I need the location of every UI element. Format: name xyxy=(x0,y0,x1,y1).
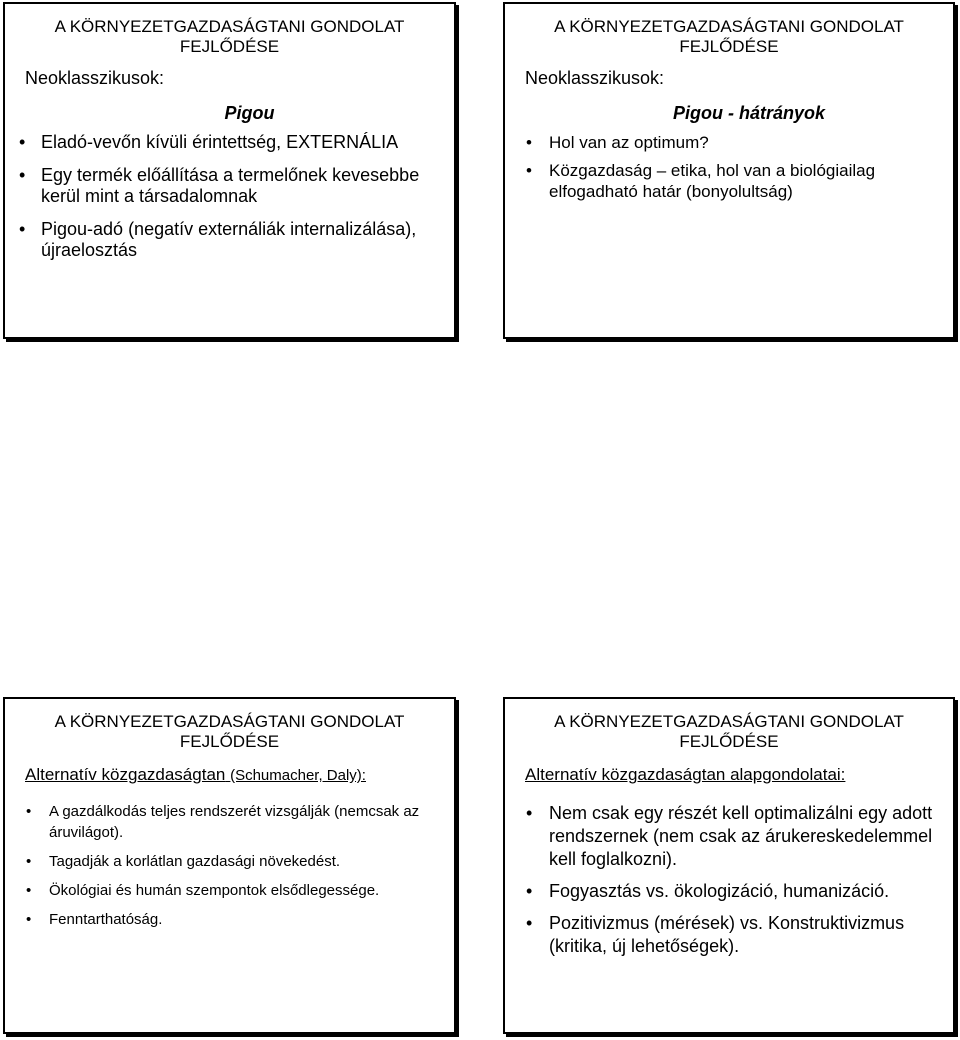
bullet-icon: • xyxy=(26,853,32,870)
bullet-icon: • xyxy=(19,165,26,185)
bullet-item: • Pozitivizmus (mérések) vs. Konstruktivizmus (kritika, új lehetőségek). xyxy=(526,913,905,956)
bullet-item: • Fogyasztás vs. ökologizáció, humanizáció. xyxy=(526,881,890,901)
bullet-item: • Eladó-vevőn kívüli érintettség, EXTERNÁLIA xyxy=(19,132,399,152)
bullet-item: • Tagadják a korlátlan gazdasági növekedést. xyxy=(26,853,341,870)
bullet-list xyxy=(505,132,953,202)
slide-subtitle: Alternatív közgazdaságtan alapgondolatai: xyxy=(525,765,846,784)
slide-title: A KÖRNYEZETGAZDASÁGTANI GONDOLAT FEJLŐDÉSE xyxy=(54,712,405,751)
bullet-icon: • xyxy=(26,803,32,820)
slide-title: A KÖRNYEZETGAZDASÁGTANI GONDOLAT FEJLŐDÉSE xyxy=(554,17,904,56)
bullet-icon: • xyxy=(26,911,32,928)
bullet-item: • Fenntarthatóság. xyxy=(26,911,163,928)
bullet-icon: • xyxy=(526,881,533,901)
bullet-item: • Pigou-adó (negatív externáliák internalizálása), újraelosztás xyxy=(19,219,417,260)
bullet-icon: • xyxy=(26,882,32,899)
bullet-item: • Egy termék előállítása a termelőnek kevesebbe kerül mint a társadalomnak xyxy=(19,165,420,206)
bullet-item: • Nem csak egy részét kell optimalizálni egy adott rendszernek (nem csak az árukereskedelemmel kell foglalkozni). xyxy=(526,803,933,869)
bullet-icon: • xyxy=(19,219,26,239)
slide-title: A KÖRNYEZETGAZDASÁGTANI GONDOLAT FEJLŐDÉSE xyxy=(54,17,405,56)
bullet-item: • A gazdálkodás teljes rendszerét vizsgálják (nemcsak az áruvilágot). xyxy=(26,803,420,841)
bullet-item: • Közgazdaság – etika, hol van a biológiailag elfogadható határ (bonyolultság) xyxy=(526,161,876,201)
slide-subtitle: Neoklasszikusok: xyxy=(25,68,165,88)
slide-subtitle: Alternatív közgazdaságtan (Schumacher, Daly): xyxy=(25,765,366,784)
bullet-item: • Hol van az optimum? xyxy=(526,133,709,152)
slide-heading: Pigou - hátrányok xyxy=(672,103,825,123)
slide-pigou xyxy=(3,2,456,339)
slide-title: A KÖRNYEZETGAZDASÁGTANI GONDOLAT FEJLŐDÉSE xyxy=(554,712,904,751)
bullet-icon: • xyxy=(526,803,533,823)
slide-subtitle: Neoklasszikusok: xyxy=(525,68,665,88)
bullet-list xyxy=(5,801,454,930)
slide-heading: Pigou xyxy=(224,103,275,123)
bullet-icon: • xyxy=(526,913,533,933)
bullet-icon: • xyxy=(526,161,532,180)
bullet-list xyxy=(505,802,953,958)
bullet-list xyxy=(5,132,454,261)
bullet-item: • Ökológiai és humán szempontok elsődlegessége. xyxy=(26,882,380,899)
slide-alternative-principles xyxy=(503,697,955,1034)
bullet-icon: • xyxy=(526,133,532,152)
slide-alternative-economics xyxy=(3,697,456,1034)
bullet-icon: • xyxy=(19,132,26,152)
slide-pigou-drawbacks xyxy=(503,2,955,339)
